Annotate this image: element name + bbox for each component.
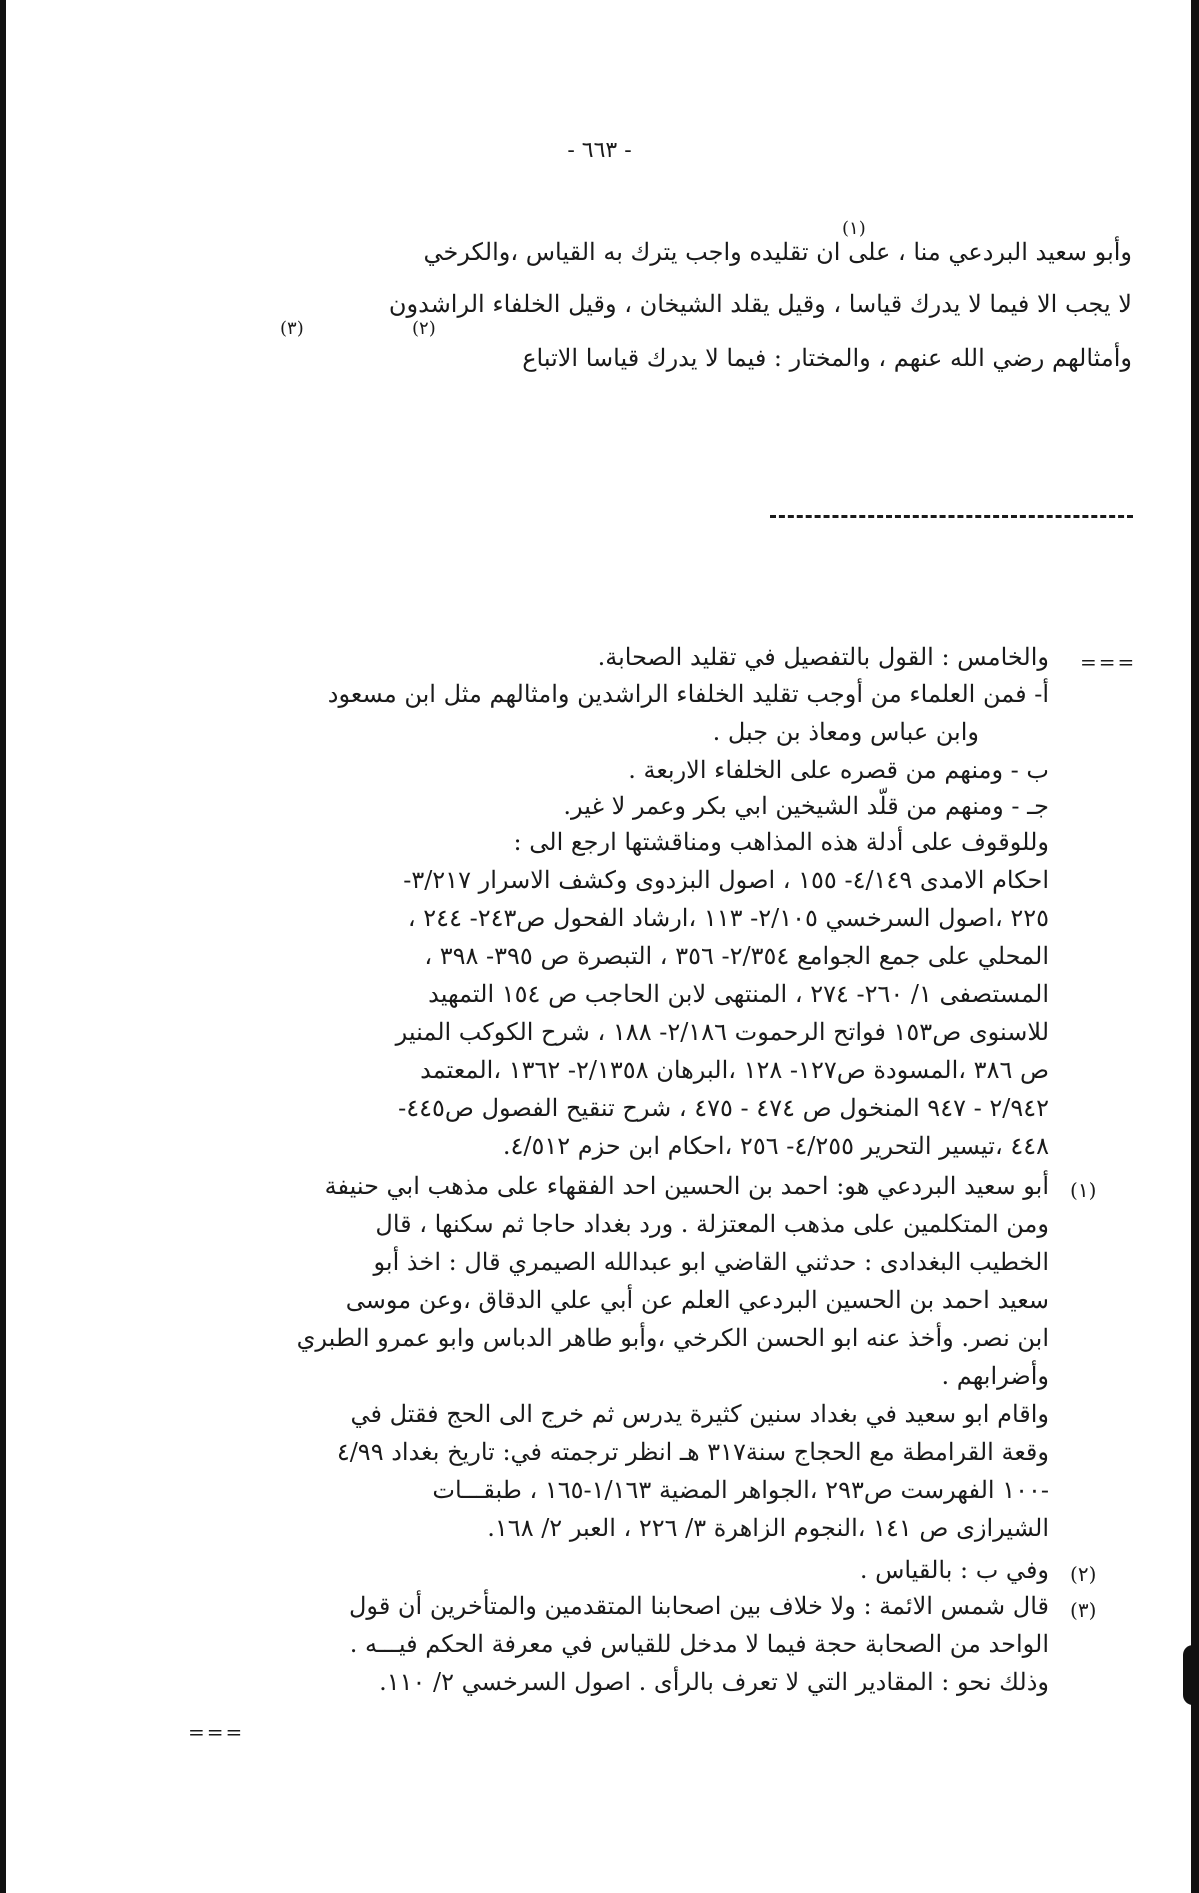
body-line: وللوقوف على أدلة هذه المذاهب ومناقشتها ارجع الى : [513, 828, 1049, 856]
footnote-line: وأضرابهم . [941, 1362, 1049, 1390]
body-line: للاسنوى ص١٥٣ فواتح الرحموت ٢/١٨٦- ١٨٨ ، شرح الكوكب المنير [395, 1018, 1049, 1046]
footnote-line: أبو سعيد البردعي هو: احمد بن الحسين احد الفقهاء على مذهب ابي حنيفة [324, 1172, 1049, 1200]
footnote-number: (٣) [1070, 1598, 1097, 1622]
main-text-line: وأمثالهم رضي الله عنهم ، والمختار : فيما لا يدرك قياسا الاتباع [522, 344, 1132, 372]
footnote-line: سعيد احمد بن الحسين البردعي العلم عن أبي علي الدقاق ،وعن موسى [345, 1286, 1049, 1314]
footnote-line: قال شمس الائمة : ولا خلاف بين اصحابنا المتقدمين والمتأخرين أن قول [348, 1592, 1049, 1620]
separator [770, 515, 1133, 518]
footnote-number: (٢) [1070, 1562, 1097, 1586]
page-number: - ٦٦٣ - [567, 138, 632, 163]
end-marker: === [188, 1720, 245, 1744]
scan-tab-mark [1183, 1645, 1199, 1705]
footnote-line: وفي ب : بالقياس . [859, 1556, 1049, 1584]
footnote-line: وقعة القرامطة مع الحجاج سنة٣١٧ هـ انظر ترجمته في: تاريخ بغداد ٤/٩٩ [336, 1438, 1049, 1466]
footnote-line: الواحد من الصحابة حجة فيما لا مدخل للقياس في معرفة الحكم فيـــه . [349, 1630, 1049, 1658]
footnote-line: وذلك نحو : المقادير التي لا تعرف بالرأى . اصول السرخسي ٢/ ١١٠. [379, 1668, 1049, 1696]
body-line: جـ - ومنهم من قلّد الشيخين ابي بكر وعمر لا غير. [563, 792, 1049, 820]
body-line: والخامس : القول بالتفصيل في تقليد الصحابة. [597, 643, 1049, 671]
footnote-line: واقام ابو سعيد في بغداد سنين كثيرة يدرس ثم خرج الى الحج فقتل في [350, 1400, 1049, 1428]
footnote-line: ومن المتكلمين على مذهب المعتزلة . ورد بغداد حاجا ثم سكنها ، قال [375, 1210, 1049, 1238]
body-line: المحلي على جمع الجوامع ٢/٣٥٤- ٣٥٦ ، التبصرة ص ٣٩٥- ٣٩٨ ، [424, 942, 1049, 970]
body-line: ٤٤٨ ،تيسير التحرير ٤/٢٥٥- ٢٥٦ ،احكام ابن حزم ٤/٥١٢. [502, 1132, 1049, 1160]
footnote-line: -١٠٠ الفهرست ص٢٩٣ ،الجواهر المضية ١/١٦٣-١٦٥ ، طبقـــات [432, 1476, 1049, 1504]
body-line: ص ٣٨٦ ،المسودة ص١٢٧- ١٢٨ ،البرهان ٢/١٣٥٨- ١٣٦٢ ،المعتمد [420, 1056, 1049, 1084]
footnote-line: الخطيب البغدادى : حدثني القاضي ابو عبدالله الصيمري قال : اخذ أبو [373, 1248, 1049, 1276]
scan-edge-left [0, 0, 6, 1893]
footnote-line: ابن نصر. وأخذ عنه ابو الحسن الكرخي ،وأبو طاهر الدباس وابو عمرو الطبري [296, 1324, 1049, 1352]
body-line: المستصفى ١/ ٢٦٠- ٢٧٤ ، المنتهى لابن الحاجب ص ١٥٤ التمهيد [428, 980, 1049, 1008]
body-line: ب - ومنهم من قصره على الخلفاء الاربعة . [628, 756, 1049, 784]
body-line: احكام الامدى ٤/١٤٩- ١٥٥ ، اصول البزدوى وكشف الاسرار ٣/٢١٧- [403, 866, 1049, 894]
body-line: وابن عباس ومعاذ بن جبل . [712, 718, 979, 746]
section-marker: === [1080, 650, 1137, 674]
footnote-ref: (٣) [280, 318, 304, 339]
body-line: ٢/٩٤٢ - ٩٤٧ المنخول ص ٤٧٤ - ٤٧٥ ، شرح تنقيح الفصول ص٤٤٥- [398, 1094, 1049, 1122]
footnote-ref: (٢) [412, 318, 436, 339]
body-line: ٢٢٥ ،اصول السرخسي ٢/١٠٥- ١١٣ ،ارشاد الفحول ص٢٤٣- ٢٤٤ ، [407, 904, 1049, 932]
main-text-line: لا يجب الا فيما لا يدرك قياسا ، وقيل يقلد الشيخان ، وقيل الخلفاء الراشدون [388, 290, 1132, 318]
body-line: أ- فمن العلماء من أوجب تقليد الخلفاء الراشدين وامثالهم مثل ابن مسعود [327, 680, 1049, 708]
footnote-line: الشيرازى ص ١٤١ ،النجوم الزاهرة ٣/ ٢٢٦ ، العبر ٢/ ١٦٨. [487, 1514, 1049, 1542]
main-text-line: وأبو سعيد البردعي منا ، على ان تقليده واجب يترك به القياس ،والكرخي [423, 238, 1132, 266]
scan-edge-right [1191, 0, 1199, 1893]
footnote-number: (١) [1070, 1178, 1097, 1202]
footnote-ref: (١) [842, 218, 866, 239]
